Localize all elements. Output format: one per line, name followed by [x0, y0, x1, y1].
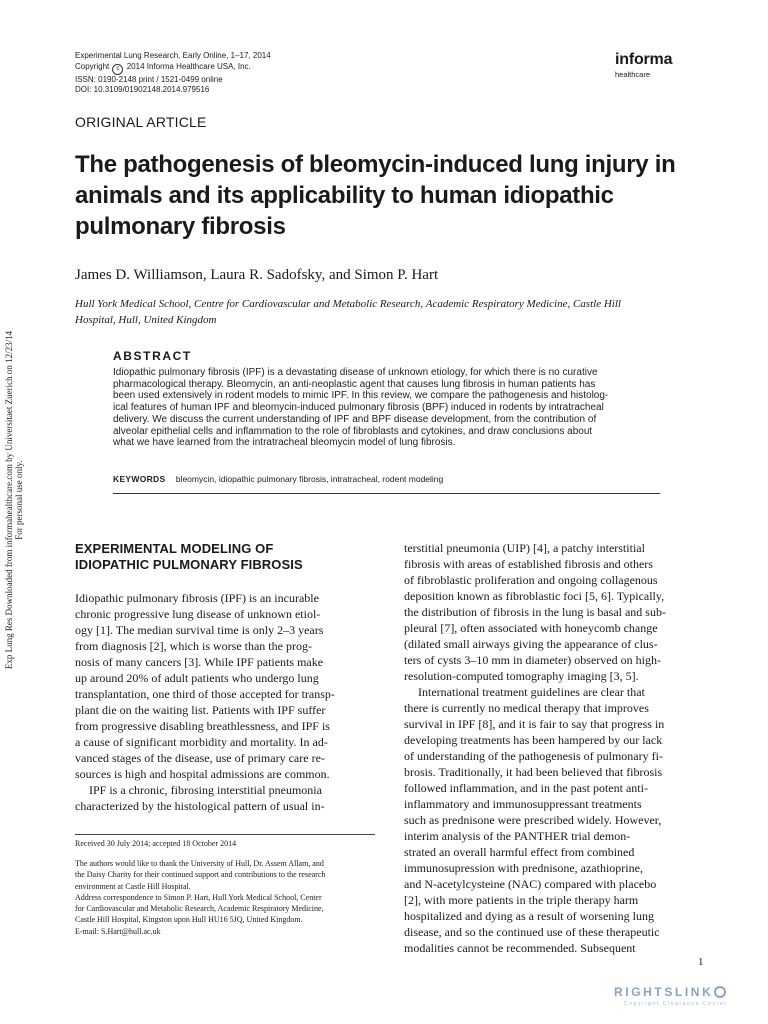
body-line: sources is high and hospital admissions are common.	[75, 767, 330, 781]
body-line: deposition known as fibroblastic foci [5, 6]. Typically,	[404, 589, 665, 603]
keywords-label: KEYWORDS	[113, 474, 166, 484]
body-line: Idiopathic pulmonary fibrosis (IPF) is an incurable	[75, 591, 319, 605]
body-line: fibrosis with areas of established fibrosis and others	[404, 557, 653, 571]
body-line: plant die on the waiting list. Patients with IPF suffer	[75, 703, 326, 717]
author-list: James D. Williamson, Laura R. Sadofsky, and Simon P. Hart	[75, 267, 439, 283]
body-line: interim analysis of the PANTHER trial demon-	[404, 829, 631, 843]
footnote-line: The authors would like to thank the University of Hull, Dr. Assem Allam, and	[75, 859, 324, 868]
rightslink-badge[interactable]	[614, 985, 764, 1015]
received-dates: Received 30 July 2014; accepted 18 October 2014	[75, 839, 237, 848]
copyright-prefix: Copyright	[75, 61, 110, 71]
footnote-line: Castle Hill Hospital, Kingston upon Hull HU16 5JQ, United Kingdom.	[75, 915, 303, 925]
article-type: ORIGINAL ARTICLE	[75, 114, 207, 130]
abstract-line: been used extensively in rodent models to mimic IPF. In this review, we compare the pathogenesis and histolog-	[113, 390, 609, 402]
abstract-line: alveolar epithelial cells and inflammation to the role of fibroblasts and cytokines, and draw conclusions about	[113, 425, 593, 437]
footnote-line: E-mail: S.Hart@hull.ac.uk	[75, 926, 161, 936]
section-heading	[75, 541, 303, 573]
body-line: inflammatory and immunosuppressant treatments	[404, 797, 642, 811]
title-line: animals and its applicability to human idiopathic	[75, 182, 614, 209]
body-line: vanced stages of the disease, use of primary care re-	[75, 751, 325, 765]
issn-line: ISSN: 0190-2148 print / 1521-0499 online	[75, 74, 223, 84]
title-line: pulmonary fibrosis	[75, 213, 286, 240]
body-line: resolution-computed tomography imaging [3, 5].	[404, 669, 639, 683]
body-line: of understanding of the pathogenesis of pulmonary fi-	[404, 749, 663, 763]
footnote-line: the Daisy Charity for their continued support and contributions to the research	[75, 870, 326, 880]
body-line: strated an overall harmful effect from combined	[404, 845, 635, 859]
footnote-line: environment at Castle Hill Hospital.	[75, 881, 191, 891]
affiliation	[75, 296, 707, 328]
publisher-logo	[615, 51, 672, 79]
section-heading-line: IDIOPATHIC PULMONARY FIBROSIS	[75, 557, 303, 572]
rightslink-circle-icon	[714, 986, 726, 998]
body-line: pleural [7], often associated with honeycomb change	[404, 621, 658, 635]
article-title	[75, 149, 715, 242]
footnotes	[75, 858, 380, 937]
rightslink-text: RIGHTSLINK	[614, 985, 714, 999]
body-line: from diagnosis [2], which is worse than the prog-	[75, 639, 312, 653]
right-column	[404, 540, 706, 956]
body-line: the distribution of fibrosis in the lung is basal and sub-	[404, 605, 666, 619]
body-line: brosis. Traditionally, it had been believed that fibrosis	[404, 765, 663, 779]
page-number: 1	[698, 956, 704, 968]
abstract-line: delivery. We discuss the current understanding of IPF and BPF disease development, from the contribution of	[113, 413, 597, 425]
publisher-subtitle: healthcare	[615, 70, 651, 79]
title-line: The pathogenesis of bleomycin-induced lung injury in	[75, 151, 676, 178]
body-line: characterized by the histological pattern of usual in-	[75, 799, 325, 813]
abstract-line: Idiopathic pulmonary fibrosis (IPF) is a devastating disease of unknown etiology, for which there is no curative	[113, 367, 598, 378]
footnote-divider	[75, 834, 375, 835]
download-notice-line: For personal use only.	[14, 460, 24, 540]
keywords-text: bleomycin, idiopathic pulmonary fibrosis, intratracheal, rodent modeling	[175, 474, 444, 484]
affiliation-line: Hull York Medical School, Centre for Cardiovascular and Metabolic Research, Academic Respiratory Medicine, Castle Hill	[75, 298, 621, 310]
body-line: terstitial pneumonia (UIP) [4], a patchy interstitial	[404, 541, 645, 555]
download-notice-line: Exp Lung Res Downloaded from informahealthcare.com by Universitaet Zuerich on 12/23/14	[4, 330, 14, 670]
abstract-divider	[113, 493, 660, 494]
body-line: modalities cannot be recommended. Subsequent	[404, 941, 636, 955]
body-line: there is currently no medical therapy that improves	[404, 701, 649, 715]
affiliation-line: Hospital, Hull, United Kingdom	[75, 314, 217, 326]
body-line: IPF is a chronic, fibrosing interstitial pneumonia	[89, 783, 322, 797]
body-line: a cause of significant morbidity and mortality. In ad-	[75, 735, 328, 749]
download-notice	[4, 290, 34, 710]
body-line: [2], with more patients in the triple therapy harm	[404, 893, 639, 907]
body-line: ters of cysts 3–10 mm in diameter) observed on high-	[404, 653, 661, 667]
copyright-text: 2014 Informa Healthcare USA, Inc.	[126, 61, 251, 71]
body-line: up around 20% of adult patients who undergo lung	[75, 671, 319, 685]
section-heading-line: EXPERIMENTAL MODELING OF	[75, 541, 274, 556]
journal-metadata	[75, 51, 271, 96]
abstract-line: what we have learned from the intratracheal bleomycin model of lung fibrosis.	[113, 437, 456, 449]
body-line: hospitalized and dying as a result of worsening lung	[404, 909, 654, 923]
abstract-line: ical features of human IPF and bleomycin-induced pulmonary fibrosis (BPF) induced in rodents by intratracheal	[113, 402, 604, 414]
left-column	[75, 590, 375, 814]
copyright-symbol: c	[112, 64, 123, 75]
abstract-line: pharmacological therapy. Bleomycin, an anti-neoplastic agent that causes lung fibrosis in human patients has	[113, 378, 596, 390]
body-line: (dilated small airways giving the appearance of clus-	[404, 637, 658, 651]
publisher-name: informa	[615, 51, 673, 68]
rightslink-subtitle: Copyright Clearance Center	[624, 1001, 728, 1007]
body-line: transplantation, one third of those accepted for transp-	[75, 687, 335, 701]
keywords	[113, 474, 673, 484]
body-line: followed inflammation, and in the past potent anti-	[404, 781, 648, 795]
abstract-heading: ABSTRACT	[113, 349, 192, 363]
copyright-line	[75, 62, 271, 75]
footnote-line: for Cardiovascular and Metabolic Research, Academic Respiratory Medicine,	[75, 904, 324, 914]
body-line: chronic progressive lung disease of unknown etiol-	[75, 607, 321, 621]
body-line: of fibroblastic proliferation and ongoing collagenous	[404, 573, 658, 587]
abstract-body	[113, 367, 673, 449]
body-line: immunosupression with prednisone, azathioprine,	[404, 861, 643, 875]
body-line: such as prednisone were prescribed widely. However,	[404, 813, 662, 827]
doi-line: DOI: 10.3109/01902148.2014.979516	[75, 85, 210, 95]
rightslink-logo	[614, 985, 764, 999]
footnote-line: Address correspondence to Simon P. Hart, Hull York Medical School, Center	[75, 892, 322, 902]
body-line: nosis of many cancers [3]. While IPF patients make	[75, 655, 324, 669]
body-line: disease, and so the continued use of these therapeutic	[404, 925, 660, 939]
body-line: and N-acetylcysteine (NAC) compared with placebo	[404, 877, 657, 891]
body-line: survival in IPF [8], and it is fair to say that progress in	[404, 717, 665, 731]
body-line: International treatment guidelines are clear that	[418, 685, 645, 699]
body-line: from progressive disabling breathlessness, and IPF is	[75, 719, 330, 733]
body-line: ogy [1]. The median survival time is only 2–3 years	[75, 623, 324, 637]
body-line: developing treatments has been hampered by our lack	[404, 733, 663, 747]
journal-citation: Experimental Lung Research, Early Online, 1–17, 2014	[75, 51, 271, 60]
